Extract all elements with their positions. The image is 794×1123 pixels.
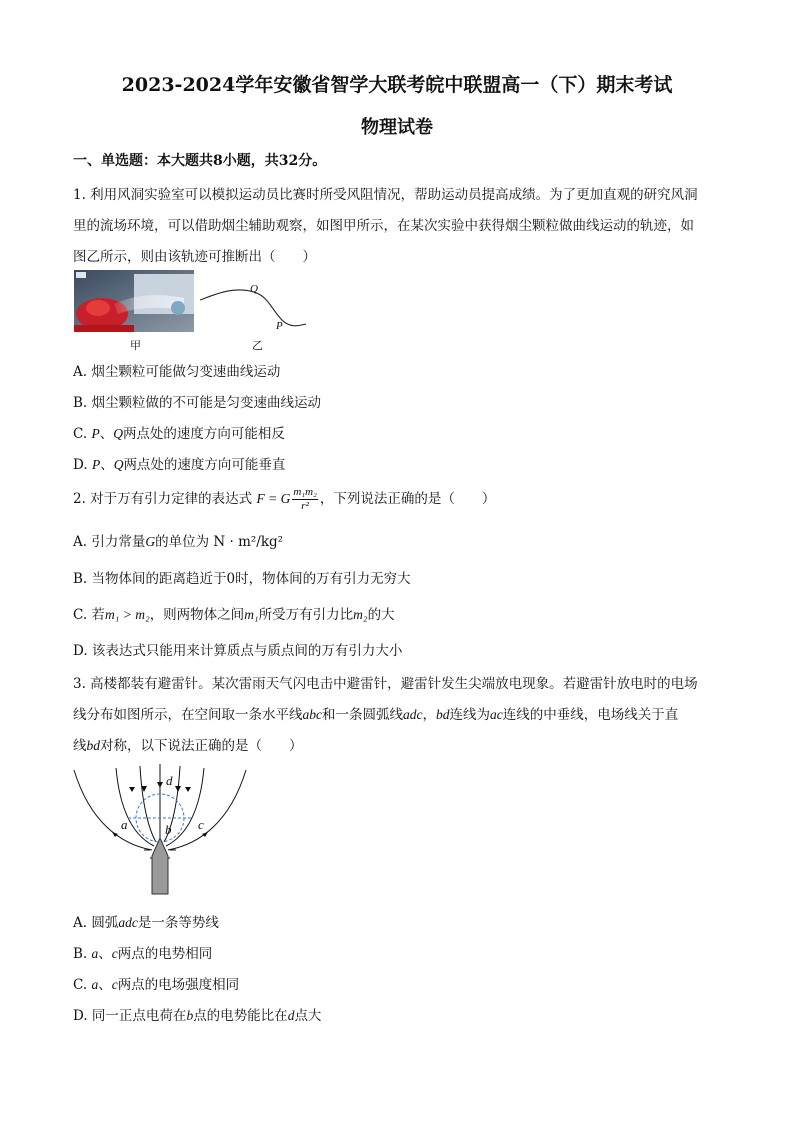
fig-label-yi: 乙 xyxy=(252,339,263,352)
lightning-rod-field-figure xyxy=(70,762,250,898)
q2-stem: 2. 对于万有引力定律的表达式 F = G $\frac{\text{m₁m₂}}{\text{r²}}$ ，下列说法正确的是（ ） xyxy=(73,486,496,512)
exam-title: 2023-2024学年安徽省智学大联考皖中联盟高一（下）期末考试 xyxy=(121,74,673,96)
q1-stem-line1: 1. 利用风洞实验室可以模拟运动员比赛时所受风阻情况，帮助运动员提高成绩。为了更加直观的研究风洞 xyxy=(73,187,698,203)
q3-stem-line1: 3. 高楼都装有避雷针。某次雷雨天气闪电击中避雷针，避雷针发生尖端放电现象。若避雷针放电时的电场 xyxy=(73,676,698,692)
q2-option-d: D. 该表达式只能用来计算质点与质点间的万有引力大小 xyxy=(73,643,403,659)
q2-option-a: A. 引力常量G的单位为 N · m²/kg² xyxy=(73,534,284,550)
fig-label-jia: 甲 xyxy=(130,339,141,352)
q3-option-b: B. a、c两点的电势相同 xyxy=(73,946,213,962)
wind-tunnel-photo xyxy=(74,270,194,332)
q1-stem-line3: 图乙所示，则由该轨迹可推断出（ ） xyxy=(73,249,316,265)
q1-stem-line2: 里的流场环境，可以借助烟尘辅助观察，如图甲所示，在某次实验中获得烟尘颗粒做曲线运动的轨迹，如 xyxy=(73,218,694,234)
exam-subtitle: 物理试卷 xyxy=(361,117,433,138)
point-q-label: Q xyxy=(250,283,258,295)
formula-fraction: $\frac{\text{m₁m₂}}{\text{r²}}$ xyxy=(293,486,317,512)
q3-option-a: A. 圆弧adc是一条等势线 xyxy=(73,915,219,931)
q1-option-c: C. P、Q两点处的速度方向可能相反 xyxy=(73,426,285,442)
field-line xyxy=(168,770,246,850)
q3-stem-line2: 线分布如图所示，在空间取一条水平线abc和一条圆弧线adc，bd连线为ac连线的中垂线，电场线关于直 xyxy=(73,707,679,723)
q2-option-b: B. 当物体间的距离趋近于0时，物体间的万有引力无穷大 xyxy=(73,571,411,587)
q3-option-d: D. 同一正点电荷在b点的电势能比在d点大 xyxy=(73,1008,322,1024)
label-a: a xyxy=(121,817,128,832)
field-line xyxy=(74,770,152,850)
section-heading: 一、单选题：本大题共8小题，共32分。 xyxy=(73,153,327,169)
trajectory-curve xyxy=(200,290,306,326)
q2-option-c: C. 若m₁ > m₂，则两物体之间m₁所受万有引力比m₂的大 xyxy=(73,607,395,623)
label-d: d xyxy=(166,773,173,788)
q3-stem-line3: 线bd对称，以下说法正确的是（ ） xyxy=(73,738,303,754)
label-b: b xyxy=(165,822,172,837)
point-p-label: P xyxy=(276,320,283,332)
label-c: c xyxy=(198,817,204,832)
q1-option-d: D. P、Q两点处的速度方向可能垂直 xyxy=(73,457,286,473)
field-line xyxy=(116,768,154,846)
lightning-rod xyxy=(152,838,168,894)
q1-option-a: A. 烟尘颗粒可能做匀变速曲线运动 xyxy=(73,364,281,380)
field-line xyxy=(140,766,156,842)
q1-option-b: B. 烟尘颗粒做的不可能是匀变速曲线运动 xyxy=(73,395,322,411)
formula-lhs: F = G xyxy=(256,491,291,506)
q3-option-c: C. a、c两点的电场强度相同 xyxy=(73,977,240,993)
